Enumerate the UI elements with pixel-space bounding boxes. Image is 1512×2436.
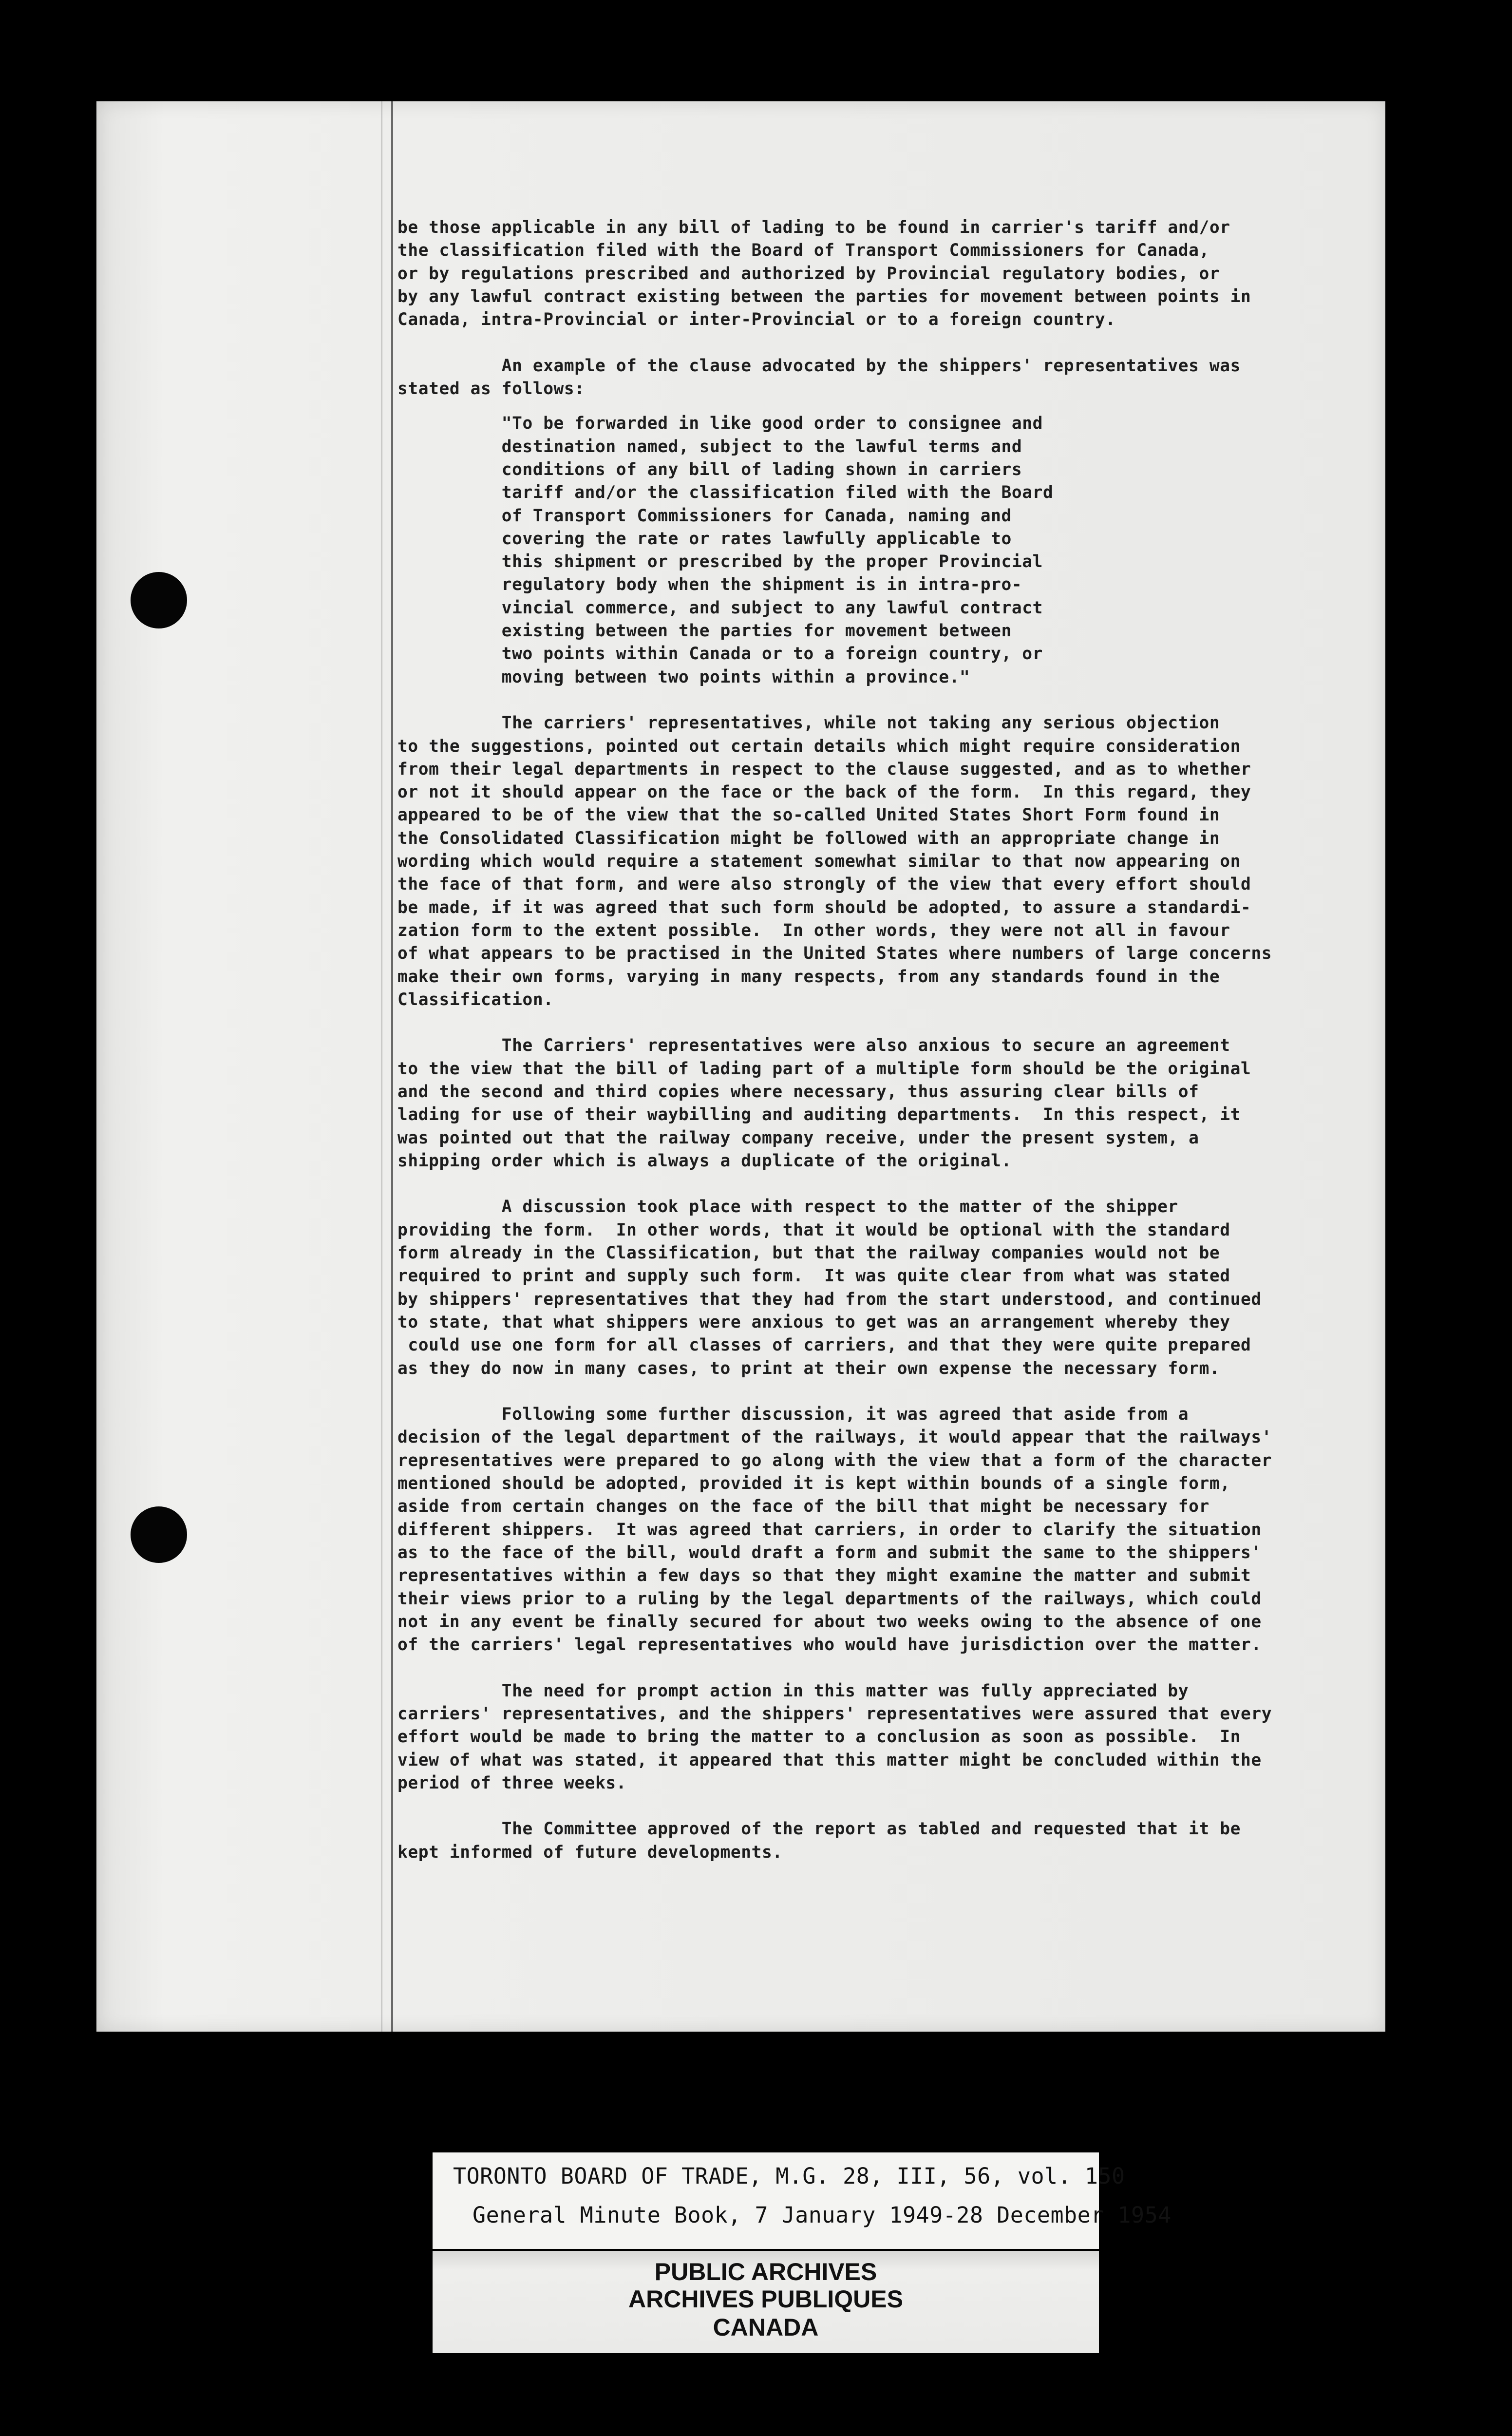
text-line: of what appears to be practised in the United States where numbers of large concerns: [397, 944, 1272, 964]
text-line: stated as follows:: [397, 379, 585, 399]
paragraph-p1: [397, 216, 1377, 331]
paragraph-gap: [397, 1795, 1377, 1818]
archive-stamp-line2: ARCHIVES PUBLIQUES: [628, 2285, 903, 2313]
text-line: of the carriers' legal representatives who would have jurisdiction over the matter.: [397, 1635, 1262, 1655]
text-line: The Carriers' representatives were also anxious to secure an agreement: [397, 1036, 1230, 1056]
text-line: to the suggestions, pointed out certain details which might require consideration: [397, 736, 1241, 756]
text-line: make their own forms, varying in many respects, from any standards found in the: [397, 967, 1220, 987]
paragraph-gap: [397, 1173, 1377, 1196]
text-line: this shipment or prescribed by the proper Provincial: [397, 552, 1043, 572]
text-line: mentioned should be adopted, provided it is kept within bounds of a single form,: [397, 1474, 1230, 1494]
text-line: from their legal departments in respect to the clause suggested, and as to whether: [397, 759, 1251, 779]
text-line: shipping order which is always a duplicate of the original.: [397, 1151, 1012, 1171]
paragraph-p4: [397, 1034, 1377, 1173]
text-line: kept informed of future developments.: [397, 1842, 783, 1862]
archive-reference-label: [433, 2152, 1172, 2249]
paragraph-p7: [397, 1680, 1377, 1795]
text-line: A discussion took place with respect to the matter of the shipper: [397, 1197, 1178, 1217]
text-line: or not it should appear on the face or the back of the form. In this regard, they: [397, 782, 1251, 802]
text-line: Canada, intra-Provincial or inter-Provincial or to a foreign country.: [397, 310, 1116, 330]
text-line: Following some further discussion, it was agreed that aside from a: [397, 1405, 1189, 1425]
text-line: regulatory body when the shipment is in intra-pro-: [397, 575, 1022, 595]
text-line: The need for prompt action in this matter was fully appreciated by: [397, 1681, 1189, 1701]
text-line: appeared to be of the view that the so-called United States Short Form found in: [397, 805, 1220, 825]
text-line: The Committee approved of the report as tabled and requested that it be: [397, 1819, 1241, 1839]
text-line: representatives were prepared to go along with the view that a form of the character: [397, 1450, 1272, 1470]
text-line: aside from certain changes on the face of the bill that might be necessary for: [397, 1497, 1210, 1517]
text-line: representatives within a few days so that they might examine the matter and submit: [397, 1566, 1251, 1586]
text-line: An example of the clause advocated by the shippers' representatives was: [397, 356, 1241, 376]
text-line: different shippers. It was agreed that carriers, in order to clarify the situation: [397, 1520, 1262, 1540]
paragraph-p2: [397, 355, 1377, 401]
text-line: "To be forwarded in like good order to consignee and: [397, 414, 1043, 434]
paragraph-p5: [397, 1196, 1377, 1380]
paragraph-gap: [397, 1011, 1377, 1034]
text-line: or by regulations prescribed and authorized by Provincial regulatory bodies, or: [397, 264, 1220, 284]
text-line: to the view that the bill of lading part of a multiple form should be the original: [397, 1059, 1251, 1079]
text-line: Classification.: [397, 990, 554, 1009]
text-line: to state, that what shippers were anxious to get was an arrangement whereby they: [397, 1312, 1230, 1332]
margin-rule: [391, 101, 393, 2032]
text-line: be those applicable in any bill of lading to be found in carrier's tariff and/or: [397, 218, 1230, 237]
text-line: the Consolidated Classification might be followed with an appropriate change in: [397, 828, 1220, 848]
text-line: and the second and third copies where necessary, thus assuring clear bills of: [397, 1082, 1199, 1102]
margin-rule-faint: [381, 101, 382, 2032]
punch-hole-bottom: [131, 1506, 187, 1563]
archive-reference-line1: TORONTO BOARD OF TRADE, M.G. 28, III, 56, vol. 150: [453, 2163, 1125, 2189]
text-line: zation form to the extent possible. In other words, they were not all in favour: [397, 920, 1230, 940]
text-line: conditions of any bill of lading shown in carriers: [397, 459, 1022, 479]
text-line: carriers' representatives, and the shippers' representatives were assured that every: [397, 1704, 1272, 1724]
text-line: vincial commerce, and subject to any lawful contract: [397, 598, 1043, 618]
text-line: was pointed out that the railway company receive, under the present system, a: [397, 1128, 1199, 1148]
text-line: could use one form for all classes of carriers, and that they were quite prepared: [397, 1335, 1251, 1355]
paragraph-quote: [397, 412, 1377, 689]
text-line: tariff and/or the classification filed with the Board: [397, 483, 1054, 503]
document-page: [96, 101, 1385, 2032]
paragraph-gap: [397, 1380, 1377, 1403]
text-line: existing between the parties for movement between: [397, 621, 1012, 641]
paragraph-gap: [397, 331, 1377, 354]
paragraph-p6: [397, 1403, 1377, 1656]
archive-stamp: [433, 2251, 1099, 2353]
text-line: covering the rate or rates lawfully applicable to: [397, 529, 1012, 549]
text-line: as they do now in many cases, to print at their own expense the necessary form.: [397, 1358, 1220, 1378]
text-line: as to the face of the bill, would draft a form and submit the same to the shippers': [397, 1542, 1262, 1562]
punch-hole-top: [131, 572, 187, 628]
text-line: by shippers' representatives that they had from the start understood, and continued: [397, 1289, 1262, 1309]
archive-stamp-line1: PUBLIC ARCHIVES: [654, 2258, 877, 2285]
typed-text-body: [397, 216, 1377, 1864]
paragraph-gap: [397, 1656, 1377, 1679]
text-line: wording which would require a statement somewhat similar to that now appearing on: [397, 852, 1241, 872]
text-line: by any lawful contract existing between the parties for movement between points in: [397, 286, 1251, 306]
text-line: the face of that form, and were also strongly of the view that every effort should: [397, 875, 1251, 894]
paragraph-p3: [397, 712, 1377, 1011]
paragraph-gap: [397, 689, 1377, 712]
text-line: view of what was stated, it appeared that this matter might be concluded within the: [397, 1750, 1262, 1770]
text-line: destination named, subject to the lawful terms and: [397, 437, 1022, 457]
text-line: decision of the legal department of the railways, it would appear that the railways': [397, 1427, 1272, 1447]
paragraph-p8: [397, 1818, 1377, 1864]
text-line: lading for use of their waybilling and auditing departments. In this respect, it: [397, 1105, 1241, 1125]
archive-reference-line2: General Minute Book, 7 January 1949-28 December 1954: [472, 2202, 1172, 2228]
text-line: period of three weeks.: [397, 1773, 627, 1793]
text-line: moving between two points within a province.": [397, 667, 970, 687]
text-line: the classification filed with the Board of Transport Commissioners for Canada,: [397, 241, 1210, 261]
text-line: two points within Canada or to a foreign country, or: [397, 644, 1043, 664]
text-line: required to print and supply such form. It was quite clear from what was stated: [397, 1266, 1230, 1286]
text-line: their views prior to a ruling by the legal departments of the railways, which could: [397, 1589, 1262, 1609]
text-line: effort would be made to bring the matter to a conclusion as soon as possible. In: [397, 1727, 1241, 1747]
archive-stamp-line3: CANADA: [713, 2314, 819, 2341]
text-line: be made, if it was agreed that such form should be adopted, to assure a standardi-: [397, 897, 1251, 917]
text-line: The carriers' representatives, while not taking any serious objection: [397, 713, 1220, 733]
text-line: providing the form. In other words, that it would be optional with the standard: [397, 1220, 1230, 1240]
text-line: form already in the Classification, but that the railway companies would not be: [397, 1243, 1220, 1263]
text-line: of Transport Commissioners for Canada, naming and: [397, 506, 1012, 526]
text-line: not in any event be finally secured for about two weeks owing to the absence of one: [397, 1612, 1262, 1632]
